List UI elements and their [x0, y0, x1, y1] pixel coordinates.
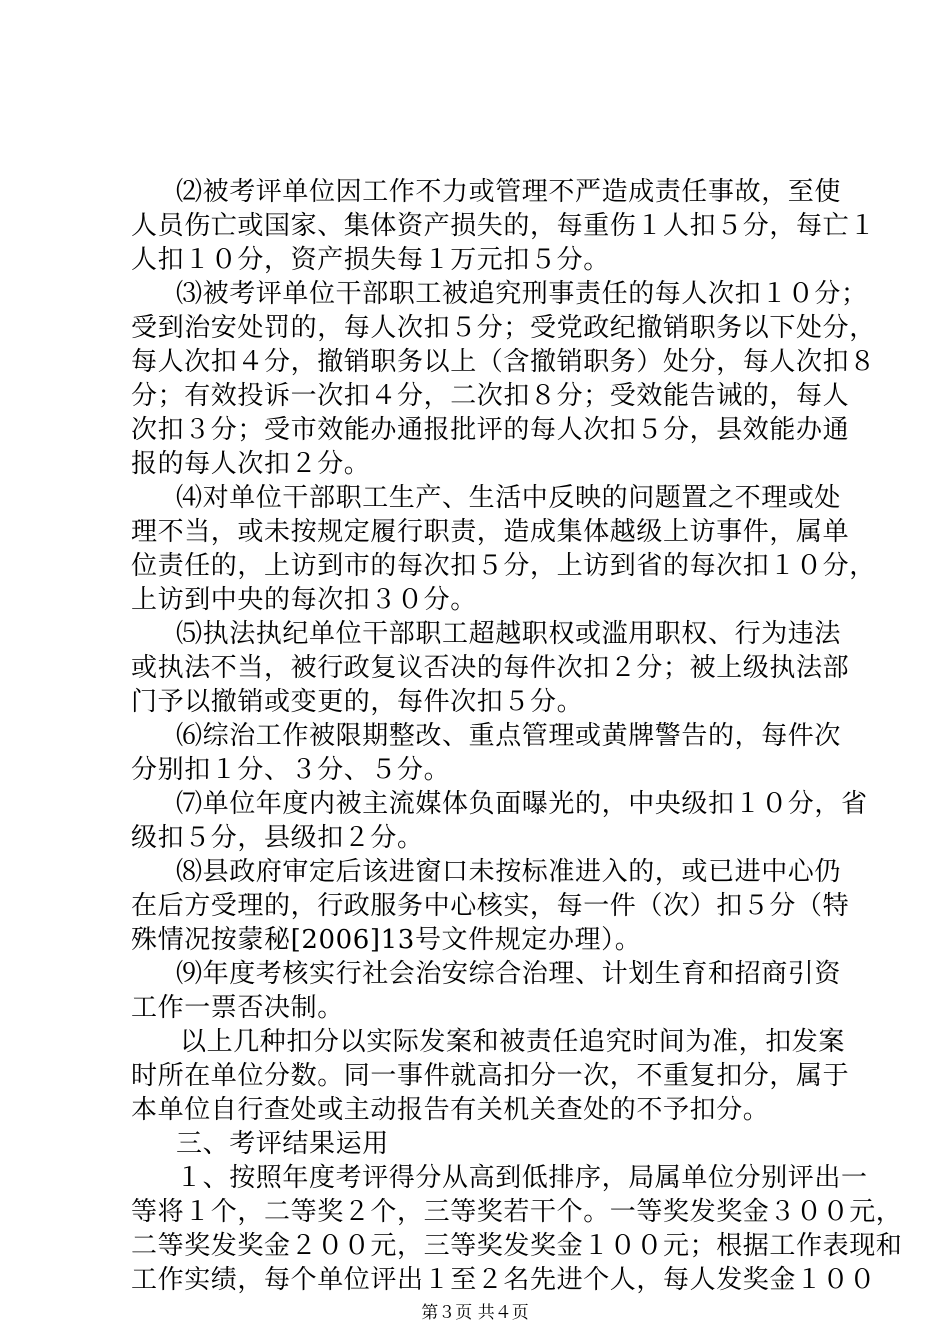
text-line: 门予以撤销或变更的，每件次扣５分。: [131, 687, 584, 717]
text-line: 上访到中央的每次扣３０分。: [131, 585, 477, 615]
text-line: 等将１个，二等奖２个，三等奖若干个。一等奖发奖金３００元，: [131, 1197, 903, 1227]
text-line: 或执法不当，被行政复议否决的每件次扣２分；被上级执法部: [131, 653, 850, 683]
text-line: ⑻县政府审定后该进窗口未按标准进入的，或已进中心仍: [176, 857, 842, 887]
text-line: 理不当，或未按规定履行职责，造成集体越级上访事件，属单: [131, 517, 850, 547]
text-line: ⑼年度考核实行社会治安综合治理、计划生育和招商引资: [176, 959, 842, 989]
text-line: 人扣１０分，资产损失每１万元扣５分。: [131, 245, 610, 275]
text-line: ⑶被考评单位干部职工被追究刑事责任的每人次扣１０分；: [176, 279, 868, 309]
text-line: 在后方受理的，行政服务中心核实，每一件（次）扣５分（特: [131, 891, 850, 921]
text-line: 每人次扣４分，撤销职务以上（含撤销职务）处分，每人次扣８: [131, 347, 876, 377]
text-line: 位责任的，上访到市的每次扣５分，上访到省的每次扣１０分，: [131, 551, 876, 581]
text-line: 以上几种扣分以实际发案和被责任追究时间为准，扣发案: [180, 1027, 846, 1057]
text-line: 报的每人次扣２分。: [131, 449, 371, 479]
text-line: 本单位自行查处或主动报告有关机关查处的不予扣分。: [131, 1095, 770, 1125]
text-line: 受到治安处罚的，每人次扣５分；受党政纪撤销职务以下处分，: [131, 313, 876, 343]
text-line: 人员伤亡或国家、集体资产损失的，每重伤１人扣５分，每亡１: [131, 211, 876, 241]
section-heading: 三、考评结果运用: [176, 1129, 389, 1159]
text-line: ⑹综治工作被限期整改、重点管理或黄牌警告的，每件次: [176, 721, 842, 751]
text-line: 二等奖发奖金２００元，三等奖发奖金１００元；根据工作表现和: [131, 1231, 903, 1261]
text-line: 次扣３分；受市效能办通报批评的每人次扣５分，县效能办通: [131, 415, 850, 445]
text-line: 时所在单位分数。同一事件就高扣分一次，不重复扣分，属于: [131, 1061, 850, 1091]
page-number-footer: 第３页 共４页: [421, 1303, 529, 1323]
text-line: 工作一票否决制。: [131, 993, 344, 1023]
text-line: １、按照年度考评得分从高到低排序，局属单位分别评出一: [176, 1163, 868, 1193]
text-line: ⑺单位年度内被主流媒体负面曝光的，中央级扣１０分，省: [176, 789, 868, 819]
text-line: ⑸执法执纪单位干部职工超越职权或滥用职权、行为违法: [176, 619, 842, 649]
text-line: 分别扣１分、３分、５分。: [131, 755, 451, 785]
text-line: ⑷对单位干部职工生产、生活中反映的问题置之不理或处: [176, 483, 842, 513]
text-line: 工作实绩，每个单位评出１至２名先进个人，每人发奖金１００: [131, 1265, 876, 1295]
text-line: 殊情况按蒙秘[2006]13号文件规定办理）。: [131, 925, 642, 955]
text-line: 级扣５分，县级扣２分。: [131, 823, 424, 853]
text-line: ⑵被考评单位因工作不力或管理不严造成责任事故，至使: [176, 177, 842, 207]
text-line: 分；有效投诉一次扣４分，二次扣８分；受效能告诫的，每人: [131, 381, 850, 411]
